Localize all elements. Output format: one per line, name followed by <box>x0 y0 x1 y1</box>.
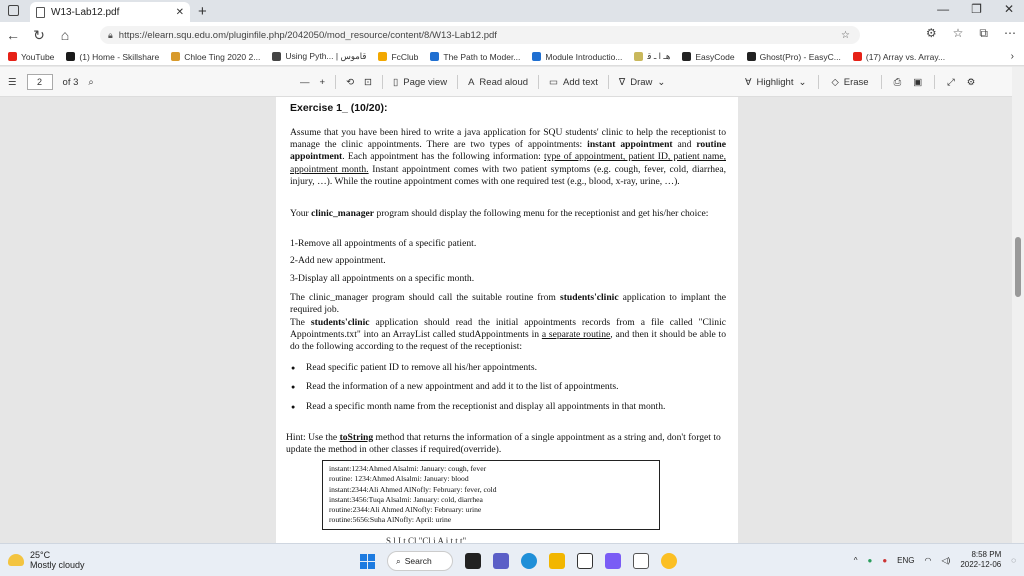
page-number-input[interactable]: 2 <box>27 74 53 90</box>
pdf-toolbar <box>0 67 1024 97</box>
bookmark-label: (17) Array vs. Array... <box>865 51 946 62</box>
search-icon: ⌕ <box>396 555 401 566</box>
browser-tab[interactable] <box>30 2 190 22</box>
rotate-icon[interactable]: ⟲ <box>346 76 355 88</box>
language-indicator[interactable]: ENG <box>897 555 915 565</box>
bookmark-favicon-icon <box>378 52 387 61</box>
browser-actions <box>926 26 1016 41</box>
text-run-bold: instant appointment <box>587 139 673 151</box>
read-aloud-button[interactable] <box>468 77 528 88</box>
collections-icon[interactable]: ⧉ <box>979 26 988 40</box>
text-run-underlined: a separate routine <box>541 329 611 341</box>
taskbar-search[interactable] <box>387 551 453 571</box>
text-run: Your <box>290 208 312 219</box>
bookmark-favicon-icon <box>8 52 17 61</box>
text-run: method that returns the information of a single appointment as a string and, don't forget to update the method in other classes if required(override). <box>286 432 721 456</box>
bullet-item: ● Read the information of a new appointment and add it to the list of appointments. <box>290 381 726 393</box>
intro-paragraph <box>290 127 726 188</box>
bookmark-favicon-icon <box>682 52 691 61</box>
file-explorer-icon[interactable] <box>549 553 565 569</box>
close-window-button[interactable]: ✕ <box>1003 2 1014 16</box>
bullet-item: ● Read a specific month name from the receptionist and display all appointments in that month. <box>290 401 726 413</box>
text-run-bold: students'clinic <box>559 292 619 303</box>
bookmark-favicon-icon <box>634 52 643 61</box>
tab-actions-icon[interactable] <box>8 5 19 16</box>
settings-icon[interactable]: ⚙ <box>966 76 976 88</box>
text-run-bold: students'clinic <box>310 317 370 328</box>
divider <box>818 75 819 89</box>
eraser-icon: ◇ <box>831 76 839 88</box>
extensions-icon[interactable]: ⚙ <box>925 26 937 40</box>
bookmark-favicon-icon <box>171 52 180 61</box>
minimize-button[interactable]: — <box>937 2 950 16</box>
text-run: Hint: Use the <box>286 432 340 443</box>
bookmark-favicon-icon <box>853 52 862 61</box>
text-run: application should read the initial appointments records from a file called "Clinic Appointments.txt" into an ArrayList called studAppointments in <box>290 317 726 341</box>
fullscreen-icon[interactable]: ⤢ <box>947 76 955 88</box>
edge-icon[interactable] <box>521 553 537 569</box>
address-bar <box>0 22 1024 48</box>
bookmarks-bar <box>0 48 1024 66</box>
window-controls <box>937 2 1014 16</box>
wifi-icon[interactable]: ◠ <box>924 555 932 565</box>
divider <box>457 75 458 89</box>
tab-title: W13-Lab12.pdf <box>51 6 120 18</box>
search-label: Search <box>404 556 432 566</box>
favorite-star-icon[interactable]: ☆ <box>841 29 850 41</box>
taskbar <box>0 543 1024 576</box>
menu-intro-paragraph <box>290 208 726 220</box>
bookmark-label: The Path to Moder... <box>443 51 521 62</box>
weather-widget[interactable] <box>8 550 85 570</box>
chat-icon[interactable] <box>493 553 509 569</box>
application-paragraph <box>290 317 726 354</box>
add-text-icon: ▭ <box>549 76 559 88</box>
more-menu-icon[interactable]: ⋯ <box>1004 26 1016 40</box>
bookmark-item[interactable] <box>272 51 366 62</box>
new-tab-button[interactable]: + <box>198 3 207 20</box>
title-bar <box>0 0 1024 22</box>
tray-app-icon[interactable]: ● <box>867 555 873 565</box>
divider <box>382 75 383 89</box>
routine-paragraph <box>290 292 726 316</box>
taskbar-apps <box>360 551 677 571</box>
chevron-right-icon[interactable]: › <box>1010 51 1014 62</box>
scrollbar-thumb[interactable] <box>1015 237 1021 297</box>
chrome-icon[interactable] <box>661 553 677 569</box>
bookmark-label: EasyCode <box>695 51 735 62</box>
draw-icon: ∇ <box>618 76 626 88</box>
read-aloud-icon: A <box>468 76 475 88</box>
erase-button[interactable] <box>831 77 868 88</box>
text-run-bold: routine appointment <box>290 139 726 163</box>
pdf-page <box>276 97 738 543</box>
volume-icon[interactable]: ◁) <box>941 555 951 565</box>
photos-icon[interactable] <box>633 553 649 569</box>
text-run-bold: clinic_manager <box>311 208 375 219</box>
bookmark-item[interactable] <box>853 52 945 62</box>
text-run: and <box>672 139 697 151</box>
chevron-up-icon[interactable]: ^ <box>853 555 858 565</box>
save-icon[interactable]: ▣ <box>913 76 923 88</box>
sample-line: instant:2344:Ali Ahmed AlNofly: February: fever, cold <box>329 484 497 494</box>
bookmark-item[interactable] <box>532 52 622 62</box>
home-button[interactable]: ⌂ <box>60 27 70 43</box>
tray-app-icon[interactable]: ● <box>882 555 888 565</box>
text-run: Assume that you have been hired to write a java application for SQU students' clinic to help the receptionist to manage the clinic appointments. There are two types of appointments: <box>290 127 726 151</box>
zoom-in-button[interactable]: + <box>319 76 326 88</box>
bookmark-label: ‫ﻫـ ا ـ ﻗ‬ <box>647 51 671 61</box>
temperature: 25°C <box>30 550 51 560</box>
draw-button[interactable] <box>619 77 666 88</box>
zoom-out-button[interactable]: — <box>300 76 310 88</box>
bookmark-item[interactable] <box>171 52 260 62</box>
chevron-down-icon[interactable]: ⌄ <box>798 76 807 88</box>
document-icon <box>36 7 45 18</box>
bookmark-label: Module Introductio... <box>545 51 623 62</box>
restore-button[interactable]: ❐ <box>971 2 982 16</box>
add-text-label: Add text <box>563 76 598 88</box>
bookmark-label: Ghost(Pro) - EasyC... <box>759 51 841 62</box>
favorites-icon[interactable]: ☆ <box>952 26 964 40</box>
bookmark-item[interactable] <box>682 52 734 62</box>
bookmark-favicon-icon <box>532 52 541 61</box>
add-text-button[interactable] <box>549 77 598 88</box>
close-tab-icon[interactable]: ✕ <box>175 6 184 18</box>
contents-icon[interactable]: ☰ <box>8 76 17 88</box>
print-icon[interactable]: ⎙ <box>893 76 902 88</box>
text-run: application to implant the required job. <box>290 292 726 316</box>
pdf-viewer[interactable] <box>0 97 1012 543</box>
task-view-icon[interactable] <box>465 553 481 569</box>
bullet-item: ● Read specific patient ID to remove all his/her appointments. <box>290 362 726 374</box>
menu-item-2: 2-Add new appointment. <box>290 255 386 266</box>
page-total: of 3 <box>62 76 79 88</box>
text-run: program should display the following menu for the receptionist and get his/her choice: <box>374 208 709 219</box>
text-run: , and then it should be able to do the following according to the request of the receptionist: <box>290 329 727 353</box>
sample-line: routine: 1234:Ahmed Alsalmi: January: blood <box>329 474 469 484</box>
bookmark-item[interactable] <box>8 52 54 62</box>
bookmark-item[interactable] <box>634 51 670 62</box>
text-run: The <box>290 317 311 328</box>
bookmark-item[interactable] <box>378 52 418 62</box>
read-aloud-label: Read aloud <box>479 76 529 88</box>
highlight-icon: ∀ <box>745 76 752 88</box>
chevron-down-icon[interactable]: ⌄ <box>657 76 666 88</box>
sample-line: instant:1234:Ahmed Alsalmi: January: cough, fever <box>329 464 487 473</box>
bookmark-favicon-icon <box>272 52 281 61</box>
bookmark-favicon-icon <box>66 52 75 61</box>
page-view-icon: ▯ <box>393 76 399 88</box>
divider <box>934 75 935 89</box>
text-run: . Each appointment has the following information: <box>342 151 544 163</box>
find-icon[interactable]: ⌕ <box>88 76 94 88</box>
bookmark-label: FcClub <box>391 51 419 62</box>
date: 2022-12-06 <box>960 560 1002 569</box>
weather-icon <box>8 554 24 566</box>
cut-off-caption: S l I t Cl "Cl i A i t t t" <box>386 536 467 543</box>
menu-item-1: 1-Remove all appointments of a specific patient. <box>290 238 477 249</box>
time: 8:58 PM <box>971 550 1002 559</box>
highlight-button[interactable] <box>745 77 806 88</box>
bookmark-label: Chloe Ting 2020 2... <box>184 51 261 62</box>
notifications-icon[interactable]: ◌ <box>1011 555 1016 565</box>
bookmark-favicon-icon <box>430 52 439 61</box>
text-run: Instant appointment comes with two patient symptoms (e.g. cough, fever, cold, diarrhea, injury, …). While the routine appointment comes with one required test (e.g., blood, x-ray, urine, …). <box>290 163 726 187</box>
sample-file-box <box>322 460 660 530</box>
draw-label: Draw <box>630 76 653 88</box>
fit-page-icon[interactable]: ⊡ <box>364 76 372 88</box>
menu-item-3: 3-Display all appointments on a specific month. <box>290 273 475 284</box>
text-run-underlined: type of appointment, patient ID, patient name, appointment month. <box>290 151 726 175</box>
url-text: https://elearn.squ.edu.om/pluginfile.php/2042050/mod_resource/content/8/W13-Lab12.pdf <box>118 29 497 41</box>
weather-condition: Mostly cloudy <box>30 560 85 570</box>
checkmark-app-icon[interactable] <box>605 553 621 569</box>
url-field[interactable] <box>100 26 860 44</box>
hint-paragraph <box>286 432 726 456</box>
sample-line: routine:2344:Ali Ahmed AlNofly: February: urine <box>329 505 482 515</box>
page-view-label: Page view <box>403 76 448 88</box>
back-button[interactable]: ← <box>6 27 20 43</box>
bookmark-favicon-icon <box>747 52 756 61</box>
refresh-button[interactable]: ↻ <box>33 26 45 43</box>
notion-icon[interactable] <box>577 553 593 569</box>
system-tray <box>854 550 1016 570</box>
erase-label: Erase <box>843 76 869 88</box>
sample-line: routine:5656:Suha AlNofly: April: urine <box>329 515 452 525</box>
sample-line: instant:3456:Tuqa Alsalmi: January: cold, diarrhea <box>329 494 483 504</box>
divider <box>608 75 609 89</box>
clock[interactable] <box>960 550 1001 570</box>
bookmark-label: YouTube <box>21 51 55 62</box>
vertical-scrollbar[interactable] <box>1012 67 1024 543</box>
text-run: The clinic_manager program should call the suitable routine from <box>290 292 560 303</box>
divider <box>335 75 336 89</box>
start-button[interactable] <box>360 554 375 569</box>
lock-icon: 🔒︎ <box>108 29 113 40</box>
bookmark-item[interactable] <box>430 52 520 62</box>
divider <box>881 75 882 89</box>
bookmark-item[interactable] <box>66 52 159 62</box>
text-run-bold-underlined: toString <box>339 432 374 443</box>
bookmark-item[interactable] <box>747 52 841 62</box>
bookmark-label: Using Pyth... | ‫قاموس‬ <box>285 51 367 61</box>
exercise-title: Exercise 1_ (10/20): <box>290 102 388 114</box>
page-view-button[interactable] <box>393 77 447 88</box>
highlight-label: Highlight <box>756 76 794 88</box>
divider <box>538 75 539 89</box>
bookmark-label: (1) Home - Skillshare <box>79 51 160 62</box>
